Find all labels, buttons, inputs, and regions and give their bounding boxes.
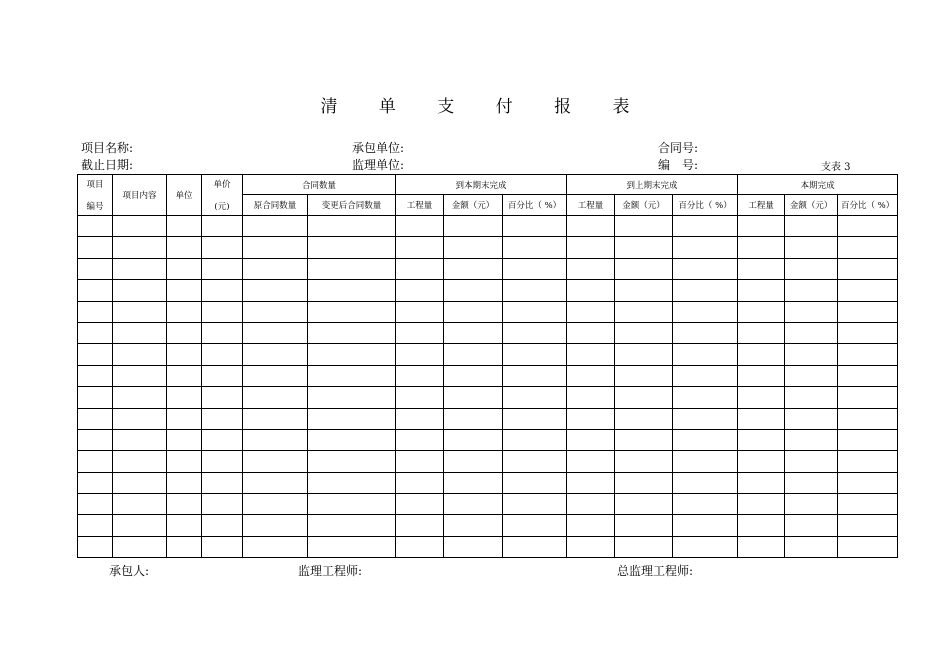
table-cell[interactable]: [503, 408, 567, 429]
table-cell[interactable]: [615, 280, 673, 301]
table-cell[interactable]: [738, 365, 785, 386]
table-cell[interactable]: [785, 429, 838, 450]
table-cell[interactable]: [503, 301, 567, 322]
table-cell[interactable]: [785, 322, 838, 343]
table-cell[interactable]: [167, 237, 202, 258]
table-cell[interactable]: [838, 387, 898, 408]
header-to-this-period: 到本期末完成: [396, 175, 567, 195]
table-cell[interactable]: [396, 515, 444, 536]
table-cell[interactable]: [615, 258, 673, 279]
table-cell[interactable]: [444, 280, 503, 301]
table-cell[interactable]: [308, 344, 396, 365]
table-cell[interactable]: [738, 387, 785, 408]
table-cell[interactable]: [113, 301, 167, 322]
table-cell[interactable]: [78, 536, 113, 557]
table-cell[interactable]: [396, 216, 444, 237]
table-row: [78, 408, 898, 429]
table-cell[interactable]: [78, 451, 113, 472]
table-cell[interactable]: [167, 387, 202, 408]
table-cell[interactable]: [243, 515, 308, 536]
table-cell[interactable]: [738, 216, 785, 237]
table-cell[interactable]: [838, 322, 898, 343]
table-cell[interactable]: [202, 344, 243, 365]
table-row: [78, 344, 898, 365]
table-row: [78, 216, 898, 237]
table-cell[interactable]: [113, 408, 167, 429]
table-cell[interactable]: [838, 494, 898, 515]
table-cell[interactable]: [503, 344, 567, 365]
table-cell[interactable]: [243, 280, 308, 301]
table-cell[interactable]: [202, 237, 243, 258]
table-cell[interactable]: [308, 237, 396, 258]
table-cell[interactable]: [838, 237, 898, 258]
table-row: [78, 429, 898, 450]
table-cell[interactable]: [78, 280, 113, 301]
table-cell[interactable]: [167, 494, 202, 515]
table-cell[interactable]: [396, 536, 444, 557]
page-title: 清 单 支 付 报 表: [320, 97, 648, 117]
table-cell[interactable]: [167, 322, 202, 343]
table-cell[interactable]: [308, 536, 396, 557]
table-cell[interactable]: [444, 322, 503, 343]
table-row: [78, 322, 898, 343]
table-cell[interactable]: [396, 408, 444, 429]
table-cell[interactable]: [308, 451, 396, 472]
table-cell[interactable]: [738, 301, 785, 322]
table-cell[interactable]: [673, 365, 738, 386]
table-cell[interactable]: [673, 451, 738, 472]
table-row: [78, 494, 898, 515]
header-content: 项目内容: [113, 175, 167, 216]
table-cell[interactable]: [738, 536, 785, 557]
table-cell[interactable]: [615, 365, 673, 386]
table-cell[interactable]: [202, 387, 243, 408]
table-cell[interactable]: [444, 472, 503, 493]
table-cell[interactable]: [567, 258, 615, 279]
table-cell[interactable]: [444, 344, 503, 365]
table-cell[interactable]: [113, 515, 167, 536]
table-cell[interactable]: [202, 408, 243, 429]
table-cell[interactable]: [396, 451, 444, 472]
table-cell[interactable]: [503, 216, 567, 237]
table-cell[interactable]: [243, 494, 308, 515]
table-cell[interactable]: [838, 216, 898, 237]
table-cell[interactable]: [78, 258, 113, 279]
table-cell[interactable]: [444, 387, 503, 408]
payment-table: [77, 174, 898, 558]
table-cell[interactable]: [673, 322, 738, 343]
table-cell[interactable]: [503, 429, 567, 450]
table-cell[interactable]: [243, 237, 308, 258]
table-cell[interactable]: [167, 472, 202, 493]
table-cell[interactable]: [673, 237, 738, 258]
table-cell[interactable]: [673, 408, 738, 429]
table-cell[interactable]: [167, 301, 202, 322]
table-cell[interactable]: [567, 536, 615, 557]
table-cell[interactable]: [615, 408, 673, 429]
table-cell[interactable]: [444, 216, 503, 237]
contractor-signature-label: 承包人:: [109, 564, 150, 578]
table-cell[interactable]: [308, 494, 396, 515]
table-cell[interactable]: [202, 365, 243, 386]
table-cell[interactable]: [243, 451, 308, 472]
table-cell[interactable]: [785, 387, 838, 408]
table-cell[interactable]: [567, 387, 615, 408]
serial-number-label: 编 号:: [658, 158, 699, 172]
header-percent: 百分比（ %）: [838, 195, 898, 216]
table-cell[interactable]: [396, 322, 444, 343]
table-cell[interactable]: [243, 365, 308, 386]
table-cell[interactable]: [202, 472, 243, 493]
table-cell[interactable]: [567, 280, 615, 301]
table-cell[interactable]: [738, 280, 785, 301]
table-cell[interactable]: [113, 536, 167, 557]
table-cell[interactable]: [308, 387, 396, 408]
table-cell[interactable]: [202, 322, 243, 343]
table-row: [78, 387, 898, 408]
table-cell[interactable]: [113, 280, 167, 301]
header-to-last-period: 到上期末完成: [567, 175, 738, 195]
table-cell[interactable]: [243, 429, 308, 450]
table-cell[interactable]: [444, 451, 503, 472]
table-cell[interactable]: [396, 301, 444, 322]
table-cell[interactable]: [444, 258, 503, 279]
table-cell[interactable]: [673, 494, 738, 515]
table-cell[interactable]: [167, 258, 202, 279]
table-cell[interactable]: [113, 365, 167, 386]
table-cell[interactable]: [567, 301, 615, 322]
supervisor-unit-label: 监理单位:: [352, 158, 405, 172]
table-cell[interactable]: [673, 472, 738, 493]
table-cell[interactable]: [615, 322, 673, 343]
table-cell[interactable]: [113, 494, 167, 515]
table-cell[interactable]: [673, 387, 738, 408]
table-cell[interactable]: [243, 536, 308, 557]
header-row-group: [78, 175, 898, 195]
table-cell[interactable]: [308, 280, 396, 301]
header-percent: 百分比（ %）: [503, 195, 567, 216]
table-cell[interactable]: [503, 472, 567, 493]
header-amount: 金额（元）: [615, 195, 673, 216]
table-cell[interactable]: [738, 237, 785, 258]
table-cell[interactable]: [738, 344, 785, 365]
table-cell[interactable]: [202, 301, 243, 322]
form-code: 支表 3: [821, 162, 851, 173]
table-cell[interactable]: [567, 451, 615, 472]
table-cell[interactable]: [78, 344, 113, 365]
table-row: [78, 280, 898, 301]
header-this-period: 本期完成: [738, 175, 898, 195]
table-cell[interactable]: [113, 344, 167, 365]
header-work-qty: 工程量: [738, 195, 785, 216]
table-cell[interactable]: [243, 301, 308, 322]
header-amount: 金额（元）: [785, 195, 838, 216]
table-cell[interactable]: [78, 237, 113, 258]
header-changed-qty: 变更后合同数量: [308, 195, 396, 216]
table-row: [78, 515, 898, 536]
table-cell[interactable]: [738, 258, 785, 279]
table-cell[interactable]: [308, 322, 396, 343]
table-cell[interactable]: [113, 258, 167, 279]
table-row: [78, 536, 898, 557]
table-cell[interactable]: [838, 344, 898, 365]
table-cell[interactable]: [202, 494, 243, 515]
header-percent: 百分比（ %）: [673, 195, 738, 216]
table-row: [78, 472, 898, 493]
table-cell[interactable]: [567, 322, 615, 343]
table-cell[interactable]: [567, 344, 615, 365]
table-cell[interactable]: [503, 365, 567, 386]
table-cell[interactable]: [503, 280, 567, 301]
table-cell[interactable]: [308, 216, 396, 237]
table-cell[interactable]: [308, 429, 396, 450]
table-cell[interactable]: [308, 515, 396, 536]
table-cell[interactable]: [673, 301, 738, 322]
table-cell[interactable]: [738, 451, 785, 472]
header-amount: 金额（元）: [444, 195, 503, 216]
table-cell[interactable]: [785, 280, 838, 301]
table-cell[interactable]: [615, 429, 673, 450]
table-cell[interactable]: [243, 344, 308, 365]
table-cell[interactable]: [567, 515, 615, 536]
table-cell[interactable]: [396, 365, 444, 386]
table-cell[interactable]: [615, 216, 673, 237]
table-cell[interactable]: [444, 408, 503, 429]
table-cell[interactable]: [738, 429, 785, 450]
table-cell[interactable]: [113, 429, 167, 450]
table-cell[interactable]: [202, 536, 243, 557]
table-cell[interactable]: [838, 429, 898, 450]
table-cell[interactable]: [503, 515, 567, 536]
table-cell[interactable]: [167, 365, 202, 386]
table-cell[interactable]: [738, 322, 785, 343]
header-item-no: 项目 编号: [78, 175, 113, 216]
table-cell[interactable]: [202, 258, 243, 279]
table-cell[interactable]: [673, 536, 738, 557]
table-cell[interactable]: [396, 258, 444, 279]
table-cell[interactable]: [673, 216, 738, 237]
table-cell[interactable]: [838, 280, 898, 301]
table-cell[interactable]: [673, 429, 738, 450]
table-cell[interactable]: [785, 258, 838, 279]
table-cell[interactable]: [167, 408, 202, 429]
table-cell[interactable]: [444, 301, 503, 322]
table-cell[interactable]: [444, 536, 503, 557]
table-cell[interactable]: [243, 387, 308, 408]
table-cell[interactable]: [167, 216, 202, 237]
table-cell[interactable]: [78, 301, 113, 322]
table-cell[interactable]: [785, 301, 838, 322]
table-cell[interactable]: [838, 451, 898, 472]
table-row: [78, 237, 898, 258]
table-cell[interactable]: [503, 451, 567, 472]
table-cell[interactable]: [567, 494, 615, 515]
table-cell[interactable]: [396, 387, 444, 408]
table-cell[interactable]: [738, 408, 785, 429]
table-cell[interactable]: [838, 258, 898, 279]
table-cell[interactable]: [567, 408, 615, 429]
table-cell[interactable]: [396, 494, 444, 515]
table-cell[interactable]: [202, 515, 243, 536]
table-cell[interactable]: [167, 515, 202, 536]
table-cell[interactable]: [202, 216, 243, 237]
table-cell[interactable]: [243, 472, 308, 493]
table-cell[interactable]: [567, 216, 615, 237]
table-cell[interactable]: [567, 472, 615, 493]
table-cell[interactable]: [785, 365, 838, 386]
table-cell[interactable]: [308, 365, 396, 386]
table-cell[interactable]: [503, 322, 567, 343]
table-cell[interactable]: [567, 237, 615, 258]
table-cell[interactable]: [567, 429, 615, 450]
table-cell[interactable]: [444, 515, 503, 536]
table-cell[interactable]: [838, 472, 898, 493]
table-row: [78, 365, 898, 386]
table-cell[interactable]: [615, 536, 673, 557]
table-cell[interactable]: [308, 301, 396, 322]
table-cell[interactable]: [615, 344, 673, 365]
table-cell[interactable]: [615, 387, 673, 408]
table-cell[interactable]: [78, 429, 113, 450]
table-cell[interactable]: [113, 472, 167, 493]
table-cell[interactable]: [167, 344, 202, 365]
table-cell[interactable]: [78, 322, 113, 343]
table-cell[interactable]: [503, 387, 567, 408]
table-cell[interactable]: [396, 237, 444, 258]
table-cell[interactable]: [838, 301, 898, 322]
header-unit-price: 单价 (元): [202, 175, 243, 216]
table-cell[interactable]: [202, 429, 243, 450]
table-cell[interactable]: [444, 365, 503, 386]
header-work-qty: 工程量: [396, 195, 444, 216]
table-cell[interactable]: [78, 494, 113, 515]
supervising-engineer-label: 监理工程师:: [298, 564, 363, 578]
header-original-qty: 原合同数量: [243, 195, 308, 216]
chief-supervising-engineer-label: 总监理工程师:: [617, 564, 694, 578]
table-cell[interactable]: [503, 494, 567, 515]
header-unit: 单位: [167, 175, 202, 216]
table-cell[interactable]: [785, 494, 838, 515]
table-cell[interactable]: [396, 472, 444, 493]
table-cell[interactable]: [113, 322, 167, 343]
table-cell[interactable]: [78, 515, 113, 536]
table-cell[interactable]: [785, 344, 838, 365]
contract-number-label: 合同号:: [658, 141, 699, 155]
table-cell[interactable]: [838, 515, 898, 536]
table-cell[interactable]: [673, 258, 738, 279]
table-cell[interactable]: [243, 258, 308, 279]
table-cell[interactable]: [444, 429, 503, 450]
table-cell[interactable]: [308, 408, 396, 429]
table-cell[interactable]: [503, 237, 567, 258]
table-cell[interactable]: [785, 515, 838, 536]
table-cell[interactable]: [396, 280, 444, 301]
table-row: [78, 451, 898, 472]
table-cell[interactable]: [785, 536, 838, 557]
table-cell[interactable]: [785, 451, 838, 472]
table-cell[interactable]: [78, 216, 113, 237]
table-cell[interactable]: [673, 344, 738, 365]
table-cell[interactable]: [113, 387, 167, 408]
table-cell[interactable]: [785, 472, 838, 493]
table-cell[interactable]: [615, 515, 673, 536]
table-cell[interactable]: [738, 515, 785, 536]
contractor-unit-label: 承包单位:: [352, 141, 405, 155]
table-cell[interactable]: [243, 322, 308, 343]
header-work-qty: 工程量: [567, 195, 615, 216]
table-cell[interactable]: [503, 258, 567, 279]
table-cell[interactable]: [567, 365, 615, 386]
table-cell[interactable]: [113, 237, 167, 258]
table-cell[interactable]: [167, 429, 202, 450]
table-cell[interactable]: [503, 536, 567, 557]
table-cell[interactable]: [673, 280, 738, 301]
table-cell[interactable]: [615, 472, 673, 493]
table-cell[interactable]: [396, 429, 444, 450]
table-cell[interactable]: [785, 216, 838, 237]
deadline-date-label: 截止日期:: [81, 158, 134, 172]
table-cell[interactable]: [673, 515, 738, 536]
table-cell[interactable]: [838, 536, 898, 557]
table-cell[interactable]: [243, 216, 308, 237]
table-cell[interactable]: [838, 408, 898, 429]
table-cell[interactable]: [838, 365, 898, 386]
table-cell[interactable]: [785, 408, 838, 429]
table-cell[interactable]: [785, 237, 838, 258]
table-cell[interactable]: [167, 280, 202, 301]
table-cell[interactable]: [243, 408, 308, 429]
header-contract-qty: 合同数量: [243, 175, 396, 195]
table-cell[interactable]: [78, 387, 113, 408]
project-name-label: 项目名称:: [81, 141, 134, 155]
table-cell[interactable]: [444, 237, 503, 258]
table-cell[interactable]: [202, 280, 243, 301]
table-cell[interactable]: [308, 258, 396, 279]
table-cell[interactable]: [167, 536, 202, 557]
table-row: [78, 258, 898, 279]
table-cell[interactable]: [615, 494, 673, 515]
table-cell[interactable]: [396, 344, 444, 365]
table-cell[interactable]: [308, 472, 396, 493]
table-cell[interactable]: [615, 451, 673, 472]
table-cell[interactable]: [167, 451, 202, 472]
table-cell[interactable]: [738, 494, 785, 515]
table-cell[interactable]: [78, 365, 113, 386]
table-cell[interactable]: [113, 216, 167, 237]
table-cell[interactable]: [615, 301, 673, 322]
table-cell[interactable]: [78, 472, 113, 493]
table-cell[interactable]: [444, 494, 503, 515]
table-cell[interactable]: [615, 237, 673, 258]
table-cell[interactable]: [113, 451, 167, 472]
table-cell[interactable]: [202, 451, 243, 472]
table-cell[interactable]: [738, 472, 785, 493]
table-row: [78, 301, 898, 322]
table-cell[interactable]: [78, 408, 113, 429]
